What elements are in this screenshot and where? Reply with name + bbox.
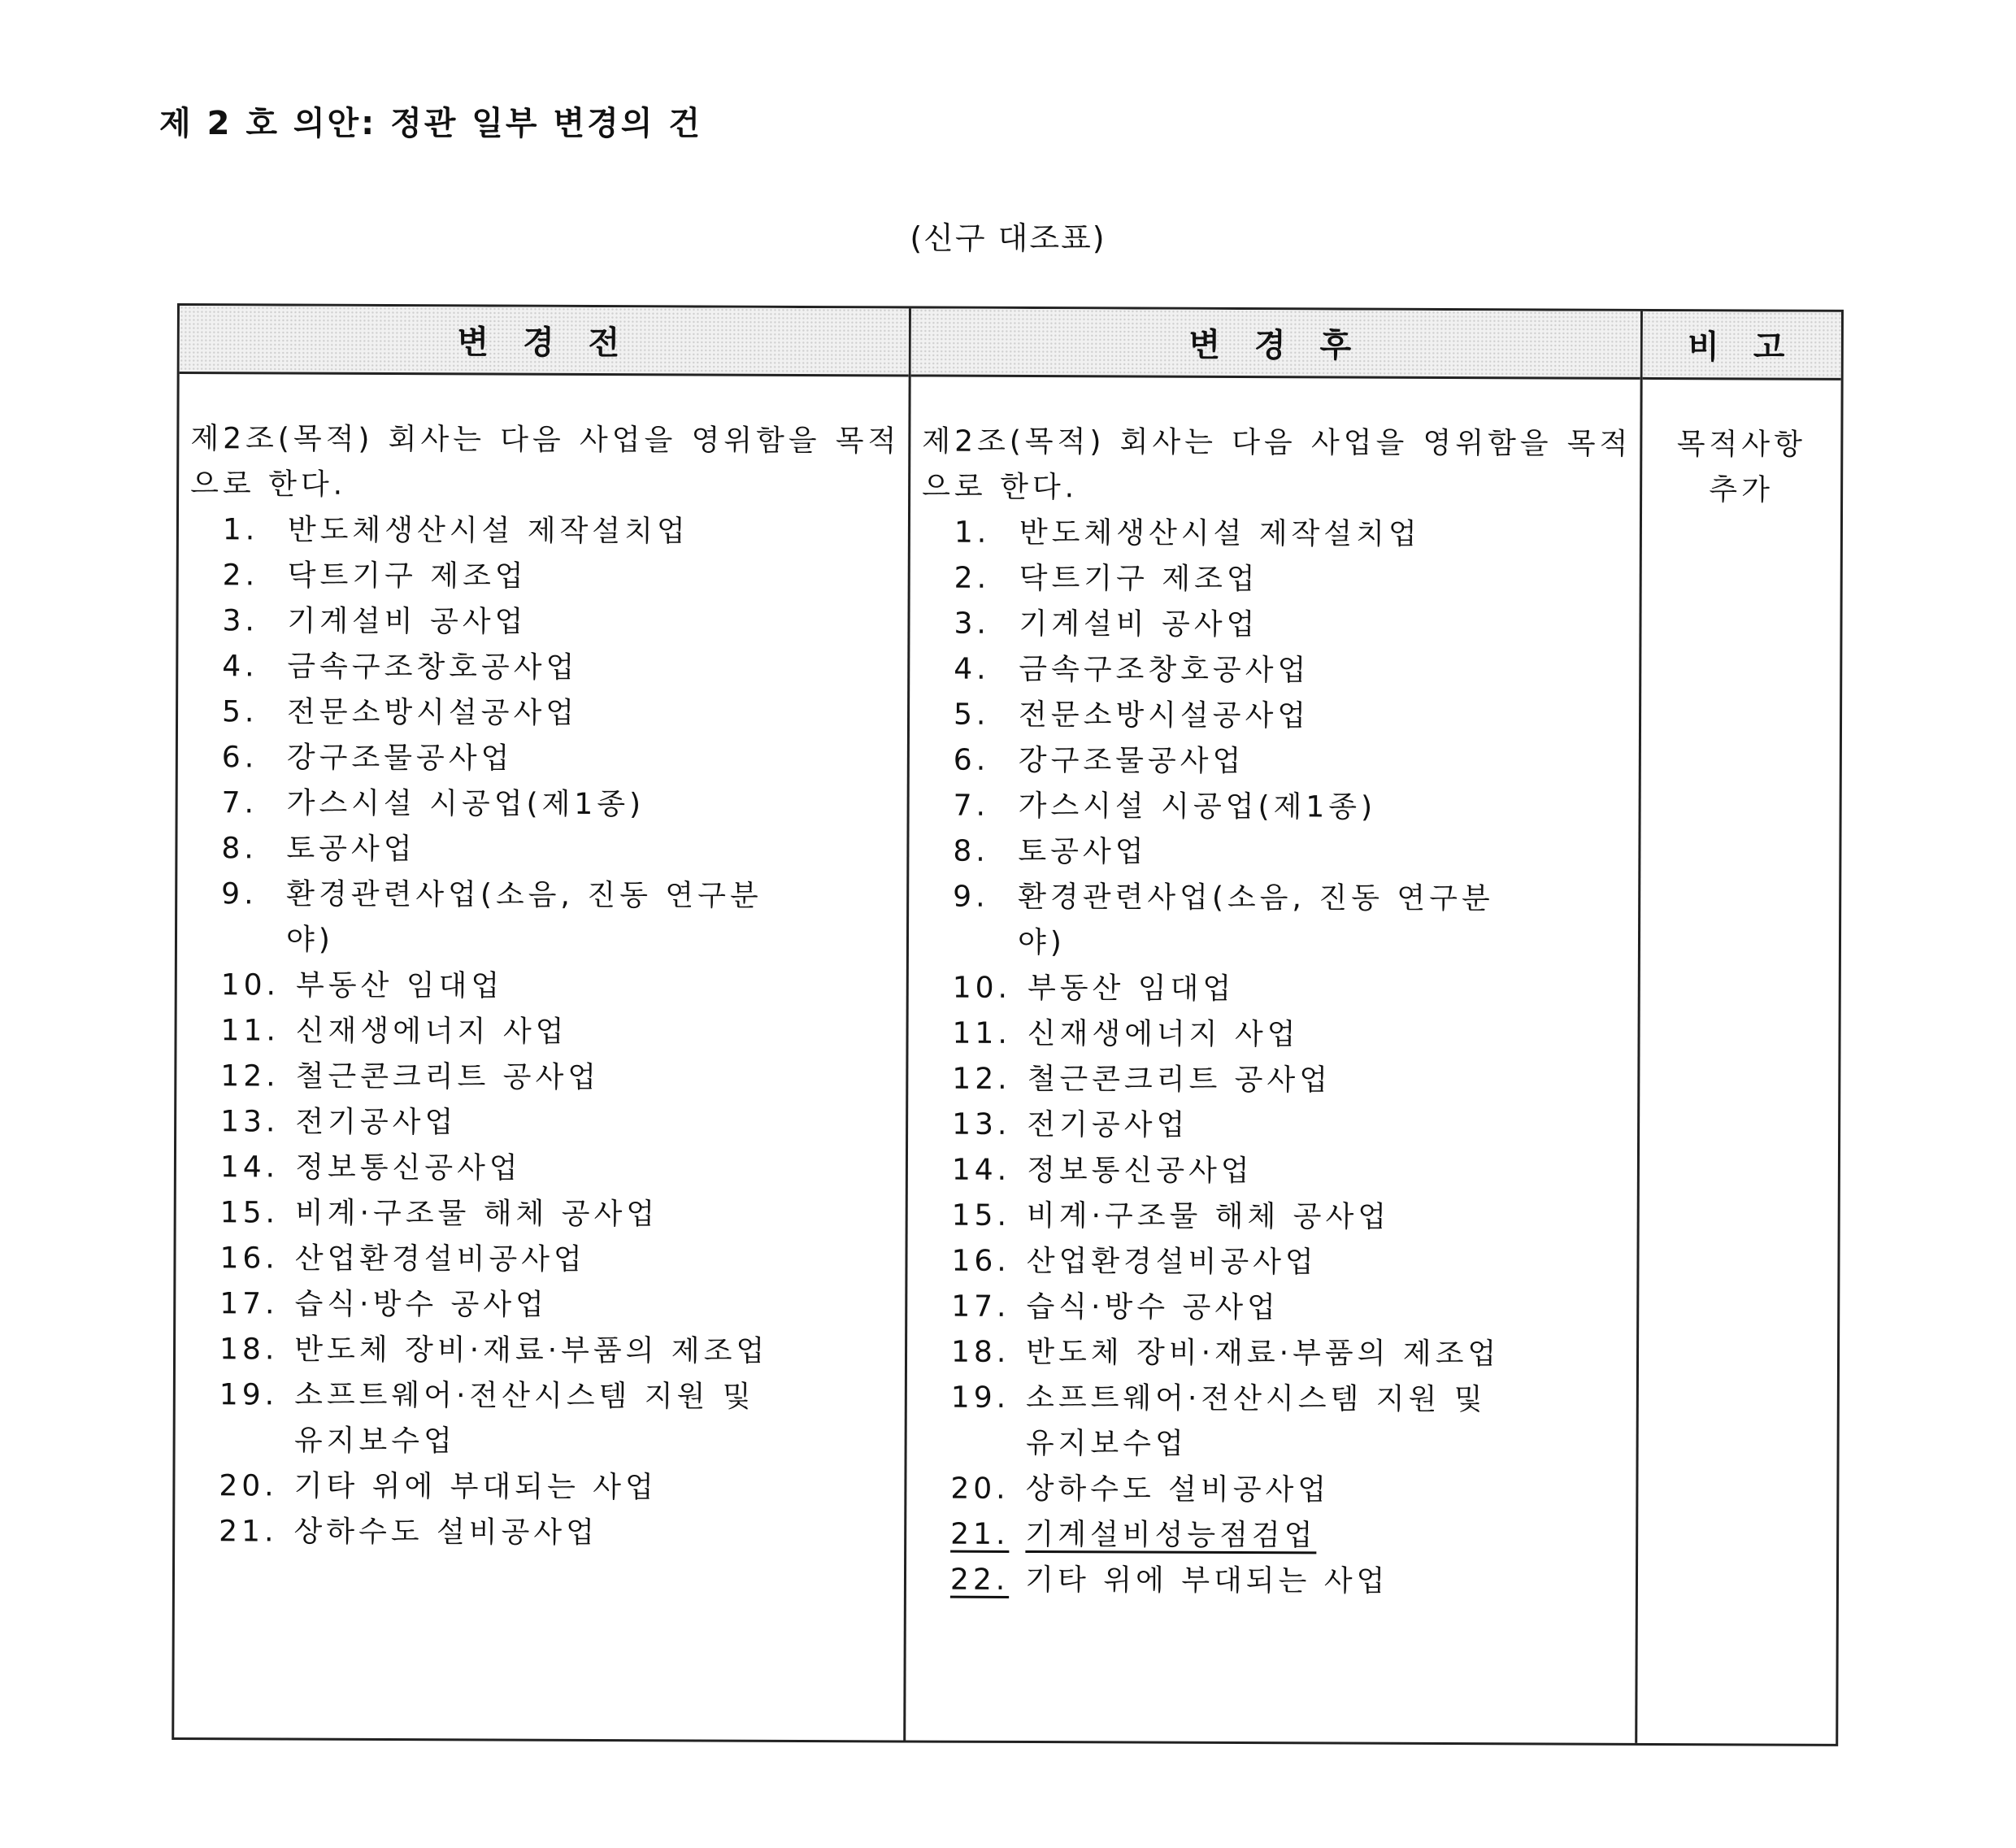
after-item bbox=[918, 1467, 1627, 1515]
item-text: 기타 위에 부대되는 사업 bbox=[293, 1469, 658, 1505]
before-item bbox=[189, 781, 899, 828]
item-number: 20. bbox=[219, 1469, 278, 1503]
item-number: 15. bbox=[219, 1196, 280, 1230]
item-text: 정보통신공사업 bbox=[295, 1150, 522, 1185]
item-number: 14. bbox=[219, 1150, 280, 1185]
item-number: 8. bbox=[953, 834, 989, 868]
item-number: 12. bbox=[952, 1062, 1011, 1096]
after-item bbox=[922, 511, 1631, 559]
item-text: 전문소방시설공사업 bbox=[1018, 698, 1310, 733]
item-number: 6. bbox=[221, 741, 259, 775]
before-item bbox=[187, 1327, 897, 1375]
column-before bbox=[174, 306, 911, 1740]
item-number: 7. bbox=[221, 786, 259, 820]
after-item bbox=[919, 1194, 1629, 1241]
after-item bbox=[919, 1376, 1628, 1469]
item-number: 21. bbox=[219, 1515, 278, 1549]
before-item bbox=[189, 735, 899, 783]
before-item bbox=[186, 1509, 896, 1557]
before-item bbox=[186, 1463, 896, 1511]
item-text: 신재생에너지 사업 bbox=[1027, 1017, 1300, 1052]
note-line: 추가 bbox=[1709, 473, 1774, 507]
before-item bbox=[188, 1054, 897, 1102]
item-number: 9. bbox=[953, 880, 989, 914]
item-text: 습식·방수 공사업 bbox=[1026, 1290, 1280, 1325]
before-item bbox=[189, 826, 898, 874]
item-text: 환경관련사업(소음, 진동 연구분야) bbox=[1017, 880, 1494, 960]
item-text: 철근콘크리트 공사업 bbox=[295, 1059, 601, 1095]
item-number: 11. bbox=[952, 1016, 1011, 1050]
item-text: 산업환경설비공사업 bbox=[294, 1241, 586, 1276]
item-text: 가스시설 시공업(제1종) bbox=[1018, 789, 1377, 824]
after-item bbox=[921, 738, 1631, 786]
item-text: 강구조물공사업 bbox=[286, 741, 514, 776]
document-subtitle: (신구 대조표) bbox=[910, 220, 1106, 256]
before-item bbox=[187, 1281, 897, 1329]
header-after: 변 경 후 bbox=[911, 308, 1640, 379]
after-item bbox=[921, 784, 1631, 832]
item-number: 16. bbox=[951, 1244, 1010, 1278]
note-content bbox=[1642, 380, 1841, 514]
item-number: 19. bbox=[950, 1381, 1010, 1415]
after-item bbox=[922, 556, 1631, 604]
item-number: 21. bbox=[950, 1517, 1010, 1551]
item-number: 13. bbox=[220, 1105, 280, 1139]
item-text: 부동산 임대업 bbox=[1027, 972, 1236, 1007]
item-number: 5. bbox=[221, 695, 259, 729]
header-before: 변 경 전 bbox=[180, 306, 909, 376]
before-item bbox=[188, 1190, 897, 1238]
item-number: 4. bbox=[954, 652, 990, 686]
item-number: 5. bbox=[953, 698, 990, 732]
after-item-added bbox=[918, 1512, 1627, 1560]
item-number: 6. bbox=[953, 743, 990, 777]
item-text: 부동산 임대업 bbox=[295, 968, 504, 1003]
item-number: 15. bbox=[951, 1198, 1011, 1233]
after-item bbox=[920, 875, 1630, 968]
item-number: 2. bbox=[222, 559, 259, 593]
before-content bbox=[175, 374, 909, 1557]
item-number: 14. bbox=[951, 1153, 1011, 1187]
before-item bbox=[189, 963, 898, 1011]
before-intro: 제2조(목적) 회사는 다음 사업을 영위함을 목적으로 한다. bbox=[190, 422, 901, 502]
item-number: 20. bbox=[950, 1472, 1010, 1506]
item-text: 전기공사업 bbox=[1027, 1108, 1189, 1142]
header-note: 비 고 bbox=[1643, 311, 1841, 380]
before-item bbox=[188, 1145, 897, 1193]
item-text: 비계·구조물 해체 공사업 bbox=[294, 1196, 659, 1232]
item-text: 산업환경설비공사업 bbox=[1026, 1245, 1318, 1280]
item-text: 닥트기구 제조업 bbox=[287, 559, 528, 594]
item-text: 기계설비 공사업 bbox=[1019, 607, 1259, 642]
item-number: 8. bbox=[221, 832, 258, 866]
item-text: 전문소방시설공사업 bbox=[286, 695, 579, 730]
item-number: 22. bbox=[949, 1563, 1010, 1597]
item-number: 10. bbox=[952, 971, 1012, 1005]
note-line: 목적사항 bbox=[1676, 428, 1806, 462]
item-text: 소프트웨어·전산시스템 지원 및 유지보수업 bbox=[1025, 1381, 1487, 1461]
item-number: 17. bbox=[219, 1287, 279, 1321]
item-text: 가스시설 시공업(제1종) bbox=[286, 786, 645, 822]
item-text: 기계설비성능점검업 bbox=[1025, 1518, 1317, 1553]
item-text: 습식·방수 공사업 bbox=[294, 1287, 548, 1322]
after-item bbox=[921, 602, 1631, 650]
before-item bbox=[189, 872, 898, 965]
document-title: 제 2 호 의안: 정관 일부 변경의 건 bbox=[159, 105, 702, 142]
item-number: 12. bbox=[220, 1059, 280, 1094]
item-text: 기타 위에 부대되는 사업 bbox=[1025, 1563, 1389, 1598]
before-item bbox=[188, 1099, 897, 1147]
item-number: 2. bbox=[954, 561, 991, 595]
item-text: 닥트기구 제조업 bbox=[1019, 561, 1259, 597]
after-item-renumbered bbox=[918, 1558, 1627, 1606]
item-number: 3. bbox=[222, 604, 259, 638]
item-number: 1. bbox=[222, 513, 259, 547]
after-item bbox=[921, 647, 1631, 695]
item-text: 기계설비 공사업 bbox=[287, 604, 528, 639]
after-content bbox=[906, 376, 1640, 1605]
after-item bbox=[920, 966, 1630, 1014]
after-item bbox=[919, 1285, 1628, 1333]
before-item bbox=[190, 507, 900, 555]
item-text: 토공사업 bbox=[286, 832, 416, 867]
after-item bbox=[920, 829, 1630, 877]
item-number: 9. bbox=[221, 877, 258, 911]
item-text: 금속구조창호공사업 bbox=[287, 650, 579, 685]
item-text: 전기공사업 bbox=[295, 1105, 458, 1140]
before-item bbox=[189, 644, 899, 692]
item-text: 반도체 장비·재료·부품의 제조업 bbox=[1026, 1336, 1501, 1372]
item-text: 정보통신공사업 bbox=[1027, 1154, 1253, 1189]
item-text: 비계·구조물 해체 공사업 bbox=[1026, 1199, 1391, 1234]
after-item bbox=[919, 1102, 1629, 1150]
before-item bbox=[189, 689, 899, 737]
before-item bbox=[187, 1236, 897, 1284]
item-text: 강구조물공사업 bbox=[1018, 743, 1245, 779]
item-number: 18. bbox=[950, 1335, 1010, 1369]
item-text: 금속구조창호공사업 bbox=[1019, 652, 1310, 688]
item-number: 4. bbox=[222, 650, 259, 684]
item-text: 소프트웨어·전산시스템 지원 및 유지보수업 bbox=[293, 1378, 755, 1459]
item-number: 11. bbox=[220, 1014, 280, 1048]
item-number: 7. bbox=[953, 789, 990, 823]
item-text: 철근콘크리트 공사업 bbox=[1027, 1063, 1332, 1098]
column-note bbox=[1637, 311, 1841, 1744]
before-item bbox=[187, 1372, 897, 1466]
item-number: 3. bbox=[954, 607, 990, 641]
after-intro: 제2조(목적) 회사는 다음 사업을 영위함을 목적으로 한다. bbox=[922, 424, 1632, 505]
after-item bbox=[921, 693, 1631, 741]
column-after bbox=[906, 308, 1643, 1742]
before-item bbox=[188, 1008, 897, 1056]
after-item bbox=[919, 1148, 1629, 1196]
item-text: 반도체생산시설 제작설치업 bbox=[1019, 515, 1421, 551]
item-number: 18. bbox=[219, 1333, 279, 1367]
before-item bbox=[190, 553, 900, 601]
item-number: 16. bbox=[219, 1241, 279, 1276]
item-text: 토공사업 bbox=[1018, 834, 1148, 869]
after-item bbox=[919, 1239, 1628, 1287]
item-number: 10. bbox=[220, 968, 280, 1002]
before-item bbox=[189, 598, 899, 646]
after-item bbox=[919, 1057, 1629, 1105]
after-item bbox=[919, 1330, 1628, 1378]
item-text: 상하수도 설비공사업 bbox=[293, 1515, 598, 1550]
item-text: 반도체생산시설 제작설치업 bbox=[287, 513, 689, 549]
item-number: 13. bbox=[952, 1107, 1011, 1141]
item-number: 19. bbox=[219, 1378, 279, 1412]
after-item bbox=[919, 1011, 1629, 1059]
comparison-table bbox=[172, 303, 1844, 1746]
item-number: 1. bbox=[954, 515, 991, 550]
item-text: 신재생에너지 사업 bbox=[295, 1014, 568, 1049]
item-text: 반도체 장비·재료·부품의 제조업 bbox=[294, 1333, 769, 1368]
item-text: 상하수도 설비공사업 bbox=[1025, 1472, 1331, 1507]
item-number: 17. bbox=[951, 1289, 1010, 1324]
item-text: 환경관련사업(소음, 진동 연구분야) bbox=[285, 877, 763, 957]
